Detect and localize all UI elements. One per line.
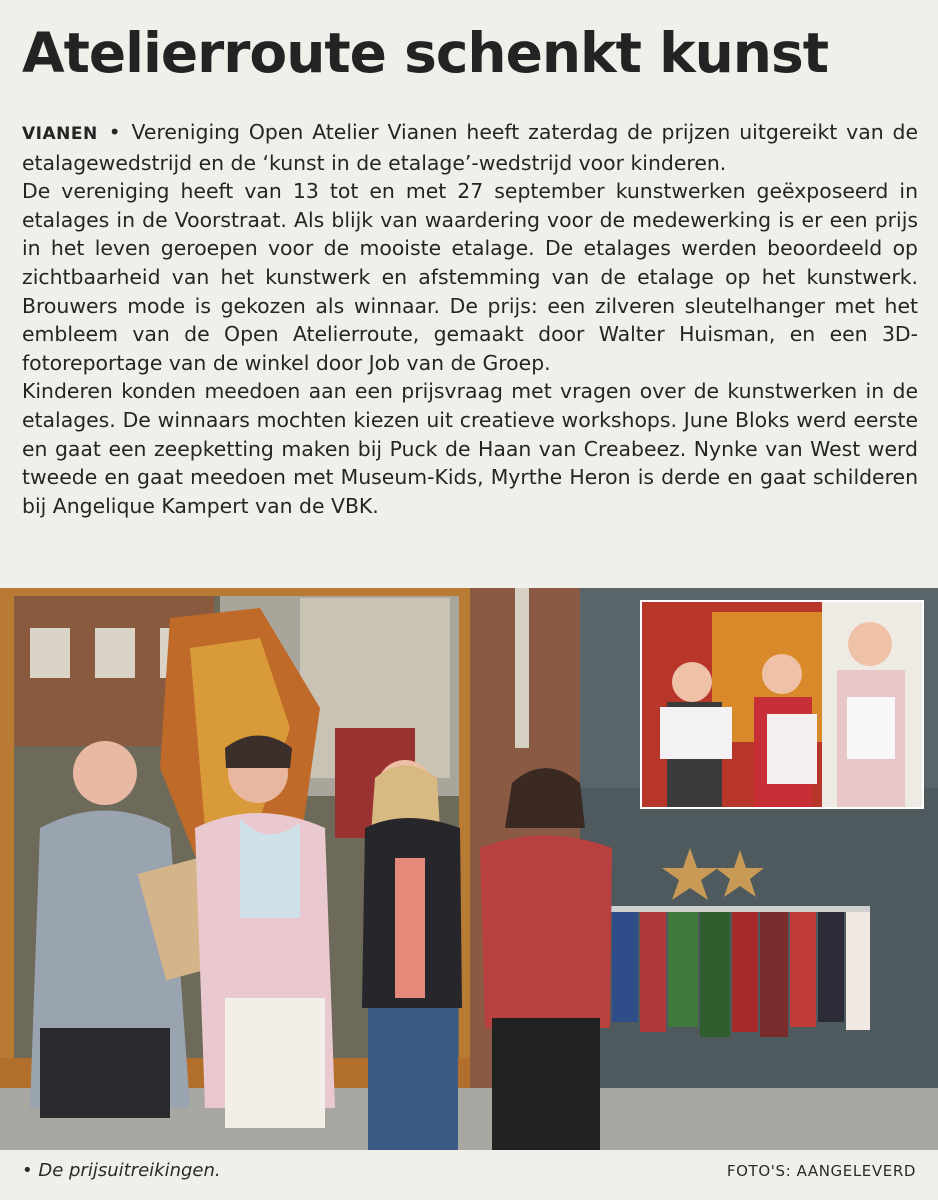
inset-photo-children [640,600,924,809]
article-dateline: VIANEN [22,124,98,144]
article-paragraph-2: De vereniging heeft van 13 tot en met 27 september kunstwerken geëxposeerd in etalages in de Voorstraat. Als blijk van waardering voor de medewerking is er een prijs in het leven geroepen voor de mooiste etalage. De etalages werden beoordeeld op zichtbaarheid van het kunstwerk en afstemming van de etalage op het kunstwerk. Brouwers mode is gekozen als winnaar. De prijs: een zilveren sleutelhanger met het embleem van de Open Atelierroute, gemaakt door Walter Huisman, en een 3D-fotoreportage van de winkel door Job van de Groep. [22,179,918,375]
article-body [22,118,918,520]
article-paragraph-3: Kinderen konden meedoen aan een prijsvraag met vragen over de kunstwerken in de etalages. De winnaars mochten kiezen uit creatieve workshops. June Bloks werd eerste en gaat een zeepketting maken bij Puck de Haan van Creabeez. Nynke van West werd tweede en gaat meedoen met Museum-Kids, Myrthe Heron is derde en gaat schilderen bij Angelique Kampert van de VBK. [22,379,918,518]
article-paragraph-1: Vereniging Open Atelier Vianen heeft zaterdag de prijzen uitgereikt van de etalagewedstrijd en de ‘kunst in de etalage’-wedstrijd voor kinderen. [22,120,918,175]
inset-photo-illustration [642,602,922,807]
dateline-bullet: • [108,120,121,144]
article-headline: Atelierroute schenkt kunst [22,21,828,85]
photo-caption: • De prijsuitreikingen. [22,1160,221,1181]
photo-credit: FOTO'S: AANGELEVERD [726,1162,916,1180]
article-paragraph-lead [22,118,918,177]
